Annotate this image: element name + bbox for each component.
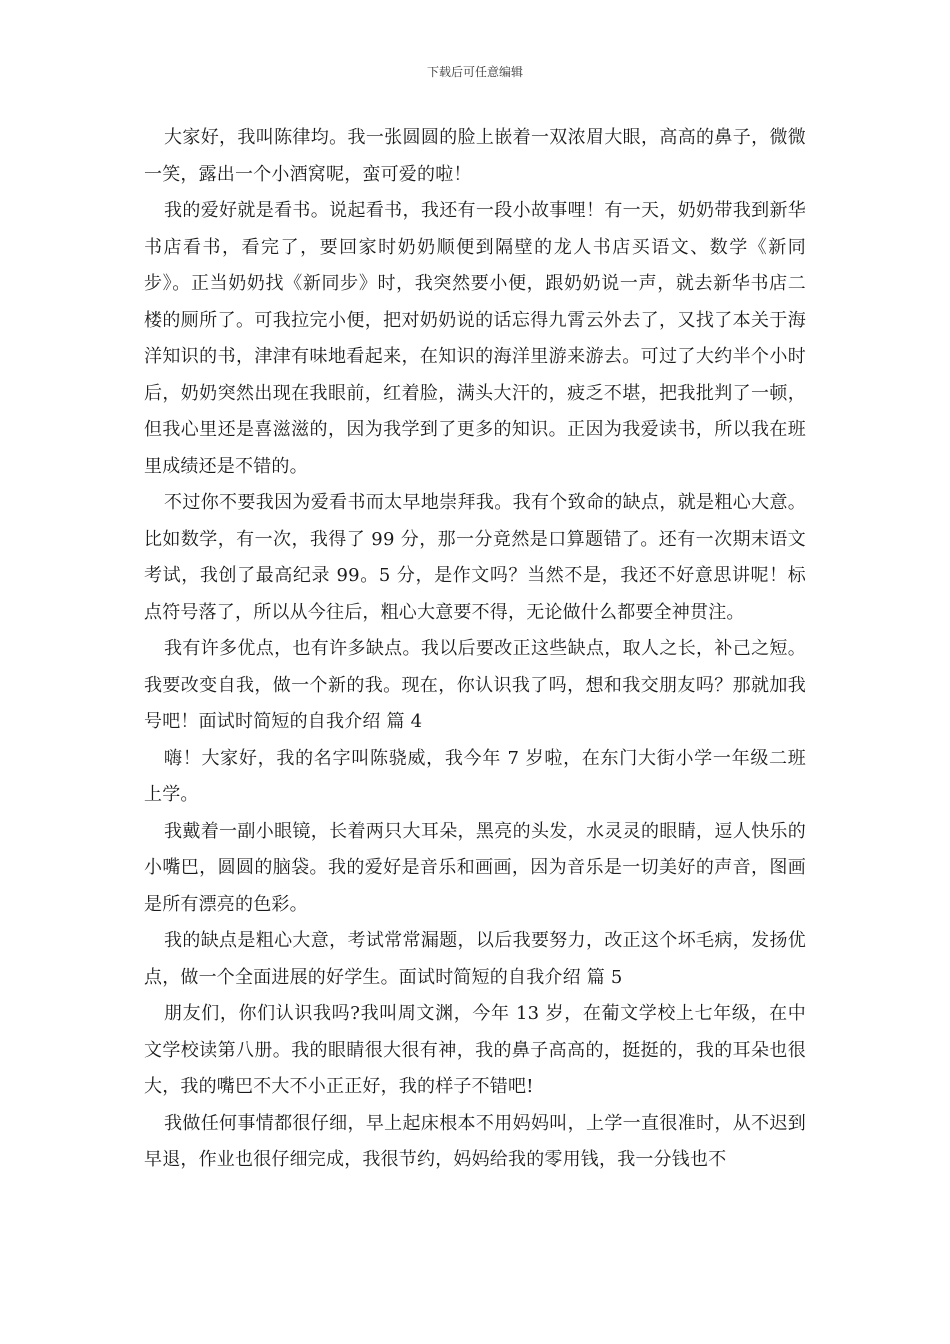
paragraph-5: 嗨！大家好，我的名字叫陈骁威，我今年 7 岁啦，在东门大街小学一年级二班上学。 <box>144 747 806 805</box>
paragraph-9: 我做任何事情都很仔细，早上起床根本不用妈妈叫，上学一直很准时，从不迟到早退，作业也很仔细完成，我很节约，妈妈给我的零用钱，我一分钱也不 <box>144 1112 806 1170</box>
paragraph-4: 我有许多优点，也有许多缺点。我以后要改正这些缺点，取人之长，补己之短。我要改变自我，做一个新的我。现在，你认识我了吗，想和我交朋友吗？那就加我号吧！面试时简短的自我介绍 篇 4 <box>144 638 806 732</box>
paragraph-1: 大家好，我叫陈律均。我一张圆圆的脸上嵌着一双浓眉大眼，高高的鼻子，微微一笑，露出一个小酒窝呢，蛮可爱的啦！ <box>144 127 806 185</box>
paragraph-2: 我的爱好就是看书。说起看书，我还有一段小故事哩！有一天，奶奶带我到新华书店看书，看完了，要回家时奶奶顺便到隔壁的龙人书店买语文、数学《新同步》。正当奶奶找《新同步》时，我突然要小便，跟奶奶说一声，就去新华书店二楼的厕所了。可我拉完小便，把对奶奶说的话忘得九霄云外去了，又找了本关于海洋知识的书，津津有味地看起来，在知识的海洋里游来游去。可过了大约半个小时后，奶奶突然出现在我眼前，红着脸，满头大汗的，疲乏不堪，把我批判了一顿，但我心里还是喜滋滋的，因为我学到了更多的知识。正因为我爱读书，所以我在班里成绩还是不错的。 <box>144 200 806 477</box>
paragraph-7: 我的缺点是粗心大意，考试常常漏题，以后我要努力，改正这个坏毛病，发扬优点，做一个全面进展的好学生。面试时简短的自我介绍 篇 5 <box>144 930 806 988</box>
document-body <box>144 120 806 1179</box>
paragraph-8: 朋友们，你们认识我吗?我叫周文渊，今年 13 岁，在葡文学校上七年级，在中文学校读第八册。我的眼睛很大很有神，我的鼻子高高的，挺挺的，我的耳朵也很大，我的嘴巴不大不小正正好，我的样子不错吧! <box>144 1003 806 1097</box>
paragraph-3: 不过你不要我因为爱看书而太早地崇拜我。我有个致命的缺点，就是粗心大意。比如数学，有一次，我得了 99 分，那一分竟然是口算题错了。还有一次期末语文考试，我创了最高纪录 99。5 分，是作文吗？当然不是，我还不好意思讲呢！标点符号落了，所以从今往后，粗心大意要不得，无论做什么都要全神贯注。 <box>144 492 806 623</box>
paragraph-6: 我戴着一副小眼镜，长着两只大耳朵，黑亮的头发，水灵灵的眼睛，逗人快乐的小嘴巴，圆圆的脑袋。我的爱好是音乐和画画，因为音乐是一切美好的声音，图画是所有漂亮的色彩。 <box>144 820 806 915</box>
page-header: 下载后可任意编辑 <box>426 65 523 79</box>
